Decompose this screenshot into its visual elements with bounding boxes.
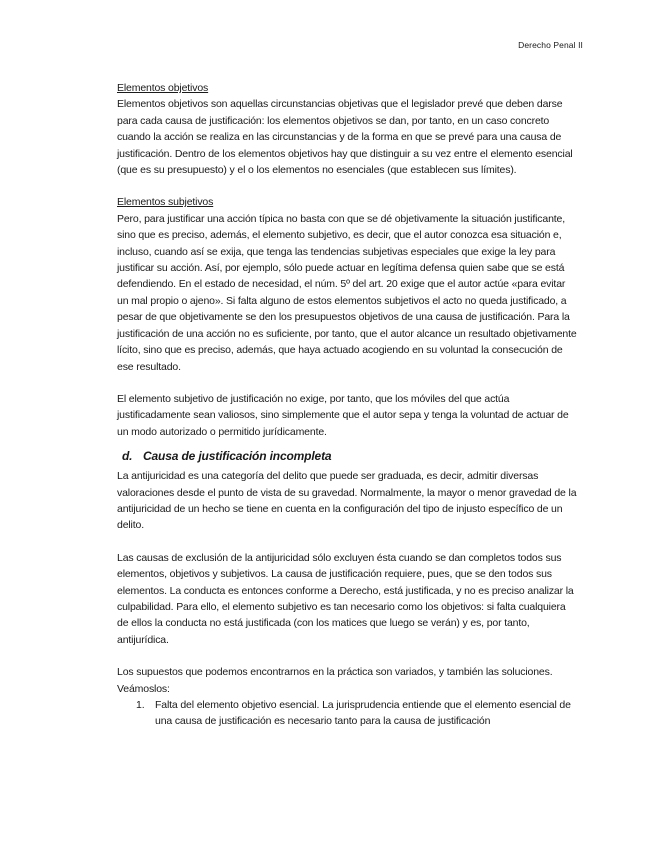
page-content xyxy=(117,80,577,730)
section-heading-causa-incompleta xyxy=(117,448,577,464)
running-header: Derecho Penal II xyxy=(518,40,583,50)
subsection-title-elementos-subjetivos: Elementos subjetivos xyxy=(117,196,214,209)
paragraph-causa-incompleta-3: Los supuestos que podemos encontrarnos en la práctica son variados, y también las soluciones. Veámoslos: xyxy=(117,666,553,695)
subsection-title-elementos-objetivos: Elementos objetivos xyxy=(117,82,209,94)
numbered-list xyxy=(117,697,577,730)
list-item-number: 1. xyxy=(136,699,145,711)
section-title: Causa de justificación incompleta xyxy=(143,449,332,464)
paragraph-elementos-subjetivos-1: Pero, para justificar una acción típica no basta con que se dé objetivamente la situación justificante, sino que es preciso, además, el elemento subjetivo, es decir, que el autor conozca esa situación e, incluso, cuando así se exija, que tenga las tendencias subjetivas especiales que exige la ley para justificar su acción. Así, por ejemplo, sólo puede actuar en legítima defensa quien sabe que se está defendiendo. En el estado de necesidad, el núm. 5º del art. 20 exige que el autor actúe «para evitar un mal propio o ajeno». Si falta alguno de estos elementos subjetivos el acto no queda justificado, a pesar de que objetivamente se den los presupuestos objetivos de una causa de justificación. Para la justificación de una acción no es suficiente, por tanto, que el autor alcance un resultado objetivamente lícito, sino que es preciso, además, que haya actuado acogiendo en su voluntad la consecución de ese resultado. xyxy=(117,212,577,373)
list-item xyxy=(117,697,577,730)
paragraph-spacer xyxy=(117,178,577,194)
paragraph-spacer xyxy=(117,648,577,664)
section-marker: d. xyxy=(122,449,133,464)
paragraph-spacer xyxy=(117,534,577,550)
paragraph-causa-incompleta-1: La antijuricidad es una categoría del delito que puede ser graduada, es decir, admitir diversas valoraciones desde el punto de vista de su gravedad. Normalmente, la mayor o menor gravedad de la antijuricidad de un hecho se tiene en cuenta en la configuración del tipo de injusto específico de un delito. xyxy=(117,470,577,532)
paragraph-spacer xyxy=(117,375,577,391)
paragraph-elementos-objetivos: Elementos objetivos son aquellas circunstancias objetivas que el legislador prevé que deben darse para cada causa de justificación: los elementos objetivos se dan, por tanto, en un caso concreto cuando la acción se realiza en las circunstancias y de la forma en que se prevé para una causa de justificación. Dentro de los elementos objetivos hay que distinguir a su vez entre el elemento esencial (que es su presupuesto) y el o los elementos no esenciales (que establecen sus límites). xyxy=(117,98,573,177)
paragraph-elementos-subjetivos-2: El elemento subjetivo de justificación no exige, por tanto, que los móviles del que actúa justificadamente sean valiosos, sino simplemente que el autor sepa y tenga la voluntad de actuar de un modo autorizado o permitido jurídicamente. xyxy=(117,392,569,438)
paragraph-causa-incompleta-2: Las causas de exclusión de la antijuricidad sólo excluyen ésta cuando se dan completos todos sus elementos, objetivos y subjetivos. La causa de justificación requiere, pues, que se den todos sus elementos. La conducta es entonces conforme a Derecho, está justificada, y no es preciso analizar la culpabilidad. Para ello, el elemento subjetivo es tan necesario como los objetivos: si falta cualquiera de ellos la conducta no está justificada (con los matices que luego se verán) y es, por tanto, antijurídica. xyxy=(117,551,574,646)
list-item-text: Falta del elemento objetivo esencial. La jurisprudencia entiende que el elemento esencial de una causa de justificación es necesario tanto para la causa de justificación xyxy=(155,699,571,728)
